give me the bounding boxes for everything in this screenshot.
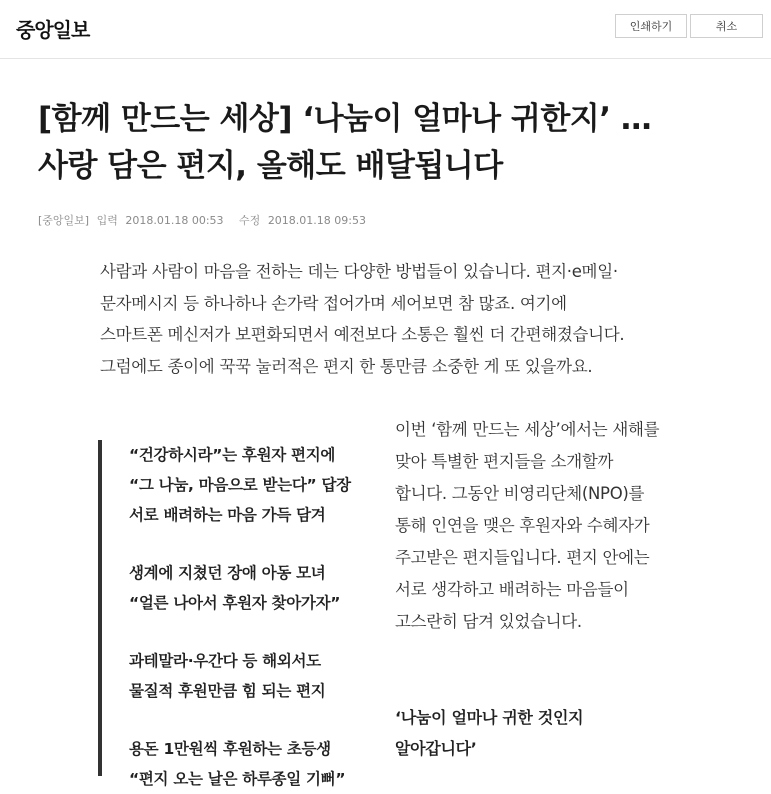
print-button[interactable]: 인쇄하기 <box>615 14 687 38</box>
lead-line: 스마트폰 메신저가 보편화되면서 예전보다 소통은 훨씬 더 간편해졌습니다. <box>100 325 625 344</box>
edit-label: 수정 <box>239 214 261 227</box>
article-title-line: [함께 만드는 세상] ‘나눔이 얼마나 귀한지’ … <box>38 101 652 137</box>
body-line: 고스란히 담겨 있었습니다. <box>395 612 582 631</box>
article-meta <box>38 212 370 228</box>
site-logo[interactable]: 중앙일보 <box>16 18 90 42</box>
subheading-line: ‘나눔이 얼마나 귀한 것인지 <box>395 708 584 727</box>
edit-time: 2018.01.18 09:53 <box>267 214 366 227</box>
body-line: 이번 ‘함께 만드는 세상’에서는 새해를 <box>395 420 660 439</box>
summary-line: 용돈 1만원씩 후원하는 초등생 <box>129 740 331 758</box>
lead-line: 사람과 사람이 마음을 전하는 데는 다양한 방법들이 있습니다. 편지·e메일· <box>100 262 618 281</box>
summary-line: “편지 오는 날은 하루종일 기뻐” <box>129 770 346 788</box>
summary-line: “건강하시라”는 후원자 편지에 <box>129 446 336 464</box>
lead-paragraph <box>100 256 700 382</box>
article-title-line: 사랑 담은 편지, 올해도 배달됩니다 <box>38 148 503 184</box>
input-time: 2018.01.18 00:53 <box>125 214 224 227</box>
summary-line: “그 나눔, 마음으로 받는다” 답장 <box>129 476 351 494</box>
summary-line: “얼른 나아서 후원자 찾아가자” <box>129 594 341 612</box>
top-bar <box>0 0 771 59</box>
input-label: 입력 <box>96 214 118 227</box>
body-line: 통해 인연을 맺은 후원자와 수혜자가 <box>395 516 650 535</box>
lead-line: 문자메시지 등 하나하나 손가락 접어가며 세어보면 참 많죠. 여기에 <box>100 293 567 313</box>
summary-line: 물질적 후원만큼 힘 되는 편지 <box>129 682 326 700</box>
article-title <box>38 96 738 190</box>
source-label: [중앙일보] <box>38 214 90 227</box>
summary-item <box>129 440 368 530</box>
subheading-line: 알아갑니다’ <box>395 739 477 758</box>
summary-item <box>129 734 368 794</box>
summary-line: 서로 배려하는 마음 가득 담겨 <box>129 506 326 524</box>
section-subheading <box>395 702 725 764</box>
summary-line: 생계에 지쳤던 장애 아동 모녀 <box>129 564 326 582</box>
lead-line: 그럼에도 종이에 꾹꾹 눌러적은 편지 한 통만큼 소중한 게 또 있을까요. <box>100 356 593 376</box>
summary-box <box>98 440 368 788</box>
body-line: 주고받은 편지들입니다. 편지 안에는 <box>395 548 650 567</box>
cancel-button[interactable]: 취소 <box>690 14 763 38</box>
body-line: 합니다. 그동안 비영리단체(NPO)를 <box>395 484 645 503</box>
body-paragraph <box>395 414 725 638</box>
summary-item <box>129 558 368 618</box>
summary-line: 과테말라·우간다 등 해외서도 <box>129 652 321 670</box>
body-line: 맞아 특별한 편지들을 소개할까 <box>395 452 614 471</box>
body-line: 서로 생각하고 배려하는 마음들이 <box>395 580 629 599</box>
summary-item <box>129 646 368 706</box>
